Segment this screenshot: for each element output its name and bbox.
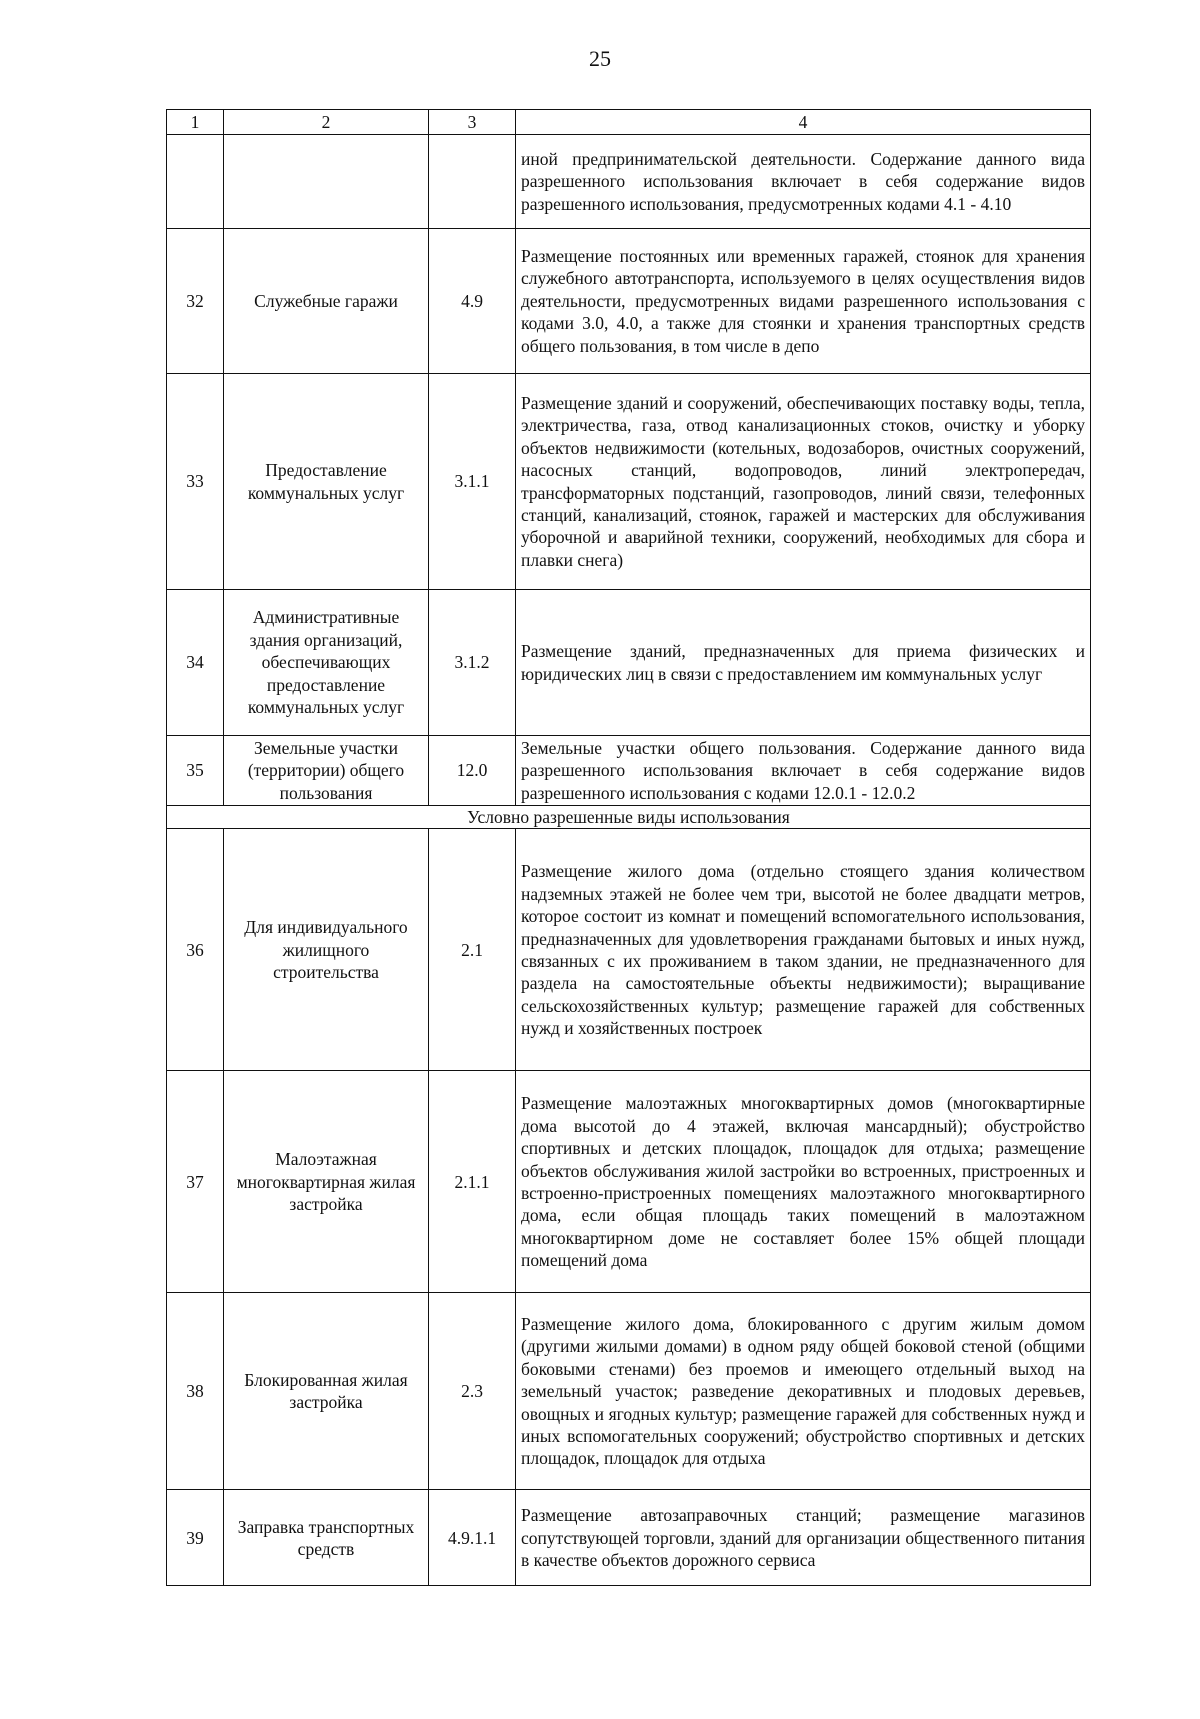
use-type-description: Размещение автозаправочных станций; размещение магазинов сопутствующей торговли, зданий для организации общественного питания в качестве объектов дорожного сервиса — [516, 1490, 1091, 1586]
column-number-row — [167, 110, 1091, 135]
use-type-description: Размещение жилого дома, блокированного с другим жилым домом (другими жилыми домами) в одном ряду общей боковой стеной (общими боковыми стенами) без проемов и имеющего отдельный выход на земельный участок; разведение декоративных и плодовых деревьев, овощных и ягодных культур; размещение гаражей для собственных нужд и иных вспомогательных сооружений; обустройство спортивных и детских площадок, площадок для отдыха — [516, 1293, 1091, 1490]
use-type-name: Предоставление коммунальных услуг — [224, 374, 429, 590]
table-row — [167, 135, 1091, 229]
row-number: 38 — [167, 1293, 224, 1490]
table-row — [167, 1490, 1091, 1586]
section-title: Условно разрешенные виды использования — [167, 806, 1091, 829]
use-type-code: 3.1.2 — [429, 590, 516, 736]
column-header: 4 — [516, 110, 1091, 135]
table-row — [167, 229, 1091, 374]
use-type-name — [224, 135, 429, 229]
use-type-description: Размещение жилого дома (отдельно стоящего здания количеством надземных этажей не более чем три, высотой не более двадцати метров, которое состоит из комнат и помещений вспомогательного использования, предназначенных для удовлетворения гражданами бытовых и иных нужд, связанных с их проживанием в таком здании, не предназначенного для раздела на самостоятельные объекты недвижимости); выращивание сельскохозяйственных культур; размещение гаражей для собственных нужд и хозяйственных построек — [516, 829, 1091, 1071]
use-type-description: Размещение постоянных или временных гаражей, стоянок для хранения служебного автотранспорта, используемого в целях осуществления видов деятельности, предусмотренных видами разрешенного использования с кодами 3.0, 4.0, а также для стоянки и хранения транспортных средств общего пользования, в том числе в депо — [516, 229, 1091, 374]
use-type-description: иной предпринимательской деятельности. Содержание данного вида разрешенного использования включает в себя содержание видов разрешенного использования, предусмотренных кодами 4.1 - 4.10 — [516, 135, 1091, 229]
row-number: 39 — [167, 1490, 224, 1586]
use-type-code: 2.1 — [429, 829, 516, 1071]
row-number: 36 — [167, 829, 224, 1071]
use-type-description: Размещение зданий и сооружений, обеспечивающих поставку воды, тепла, электричества, газа, отвод канализационных стоков, очистку и уборку объектов недвижимости (котельных, водозаборов, очистных сооружений, насосных станций, водопроводов, линий электропередач, трансформаторных подстанций, газопроводов, линий связи, телефонных станций, канализаций, стоянок, гаражей и мастерских для обслуживания уборочной и аварийной техники, сооружений, необходимых для сбора и плавки снега) — [516, 374, 1091, 590]
use-type-name: Блокированная жилая застройка — [224, 1293, 429, 1490]
use-type-code: 4.9 — [429, 229, 516, 374]
table-row — [167, 374, 1091, 590]
table-row — [167, 1071, 1091, 1293]
use-type-code: 4.9.1.1 — [429, 1490, 516, 1586]
land-use-table — [166, 109, 1091, 1586]
use-type-code: 2.1.1 — [429, 1071, 516, 1293]
row-number: 37 — [167, 1071, 224, 1293]
row-number: 33 — [167, 374, 224, 590]
row-number — [167, 135, 224, 229]
use-type-name: Для индивидуального жилищного строительства — [224, 829, 429, 1071]
column-header: 3 — [429, 110, 516, 135]
use-type-code — [429, 135, 516, 229]
section-header-row — [167, 806, 1091, 829]
use-type-name: Заправка транспортных средств — [224, 1490, 429, 1586]
use-type-description: Размещение малоэтажных многоквартирных домов (многоквартирные дома высотой до 4 этажей, включая мансардный); обустройство спортивных и детских площадок, площадок для отдыха; размещение объектов обслуживания жилой застройки во встроенных, пристроенных и встроенно-пристроенных помещениях малоэтажного многоквартирного дома, если общая площадь таких помещений в малоэтажном многоквартирном доме не составляет более 15% общей площади помещений дома — [516, 1071, 1091, 1293]
use-type-code: 3.1.1 — [429, 374, 516, 590]
table-row — [167, 590, 1091, 736]
use-type-code: 12.0 — [429, 736, 516, 806]
use-type-description: Земельные участки общего пользования. Содержание данного вида разрешенного использования включает в себя содержание видов разрешенного использования с кодами 12.0.1 - 12.0.2 — [516, 736, 1091, 806]
page-number: 25 — [589, 46, 611, 71]
row-number: 32 — [167, 229, 224, 374]
use-type-description: Размещение зданий, предназначенных для приема физических и юридических лиц в связи с предоставлением им коммунальных услуг — [516, 590, 1091, 736]
row-number: 34 — [167, 590, 224, 736]
use-type-name: Малоэтажная многоквартирная жилая застройка — [224, 1071, 429, 1293]
use-type-name: Административные здания организаций, обеспечивающих предоставление коммунальных услуг — [224, 590, 429, 736]
table-row — [167, 829, 1091, 1071]
use-type-name: Земельные участки (территории) общего пользования — [224, 736, 429, 806]
column-header: 1 — [167, 110, 224, 135]
use-type-code: 2.3 — [429, 1293, 516, 1490]
column-header: 2 — [224, 110, 429, 135]
use-type-name: Служебные гаражи — [224, 229, 429, 374]
table-row — [167, 1293, 1091, 1490]
row-number: 35 — [167, 736, 224, 806]
table-row — [167, 736, 1091, 806]
